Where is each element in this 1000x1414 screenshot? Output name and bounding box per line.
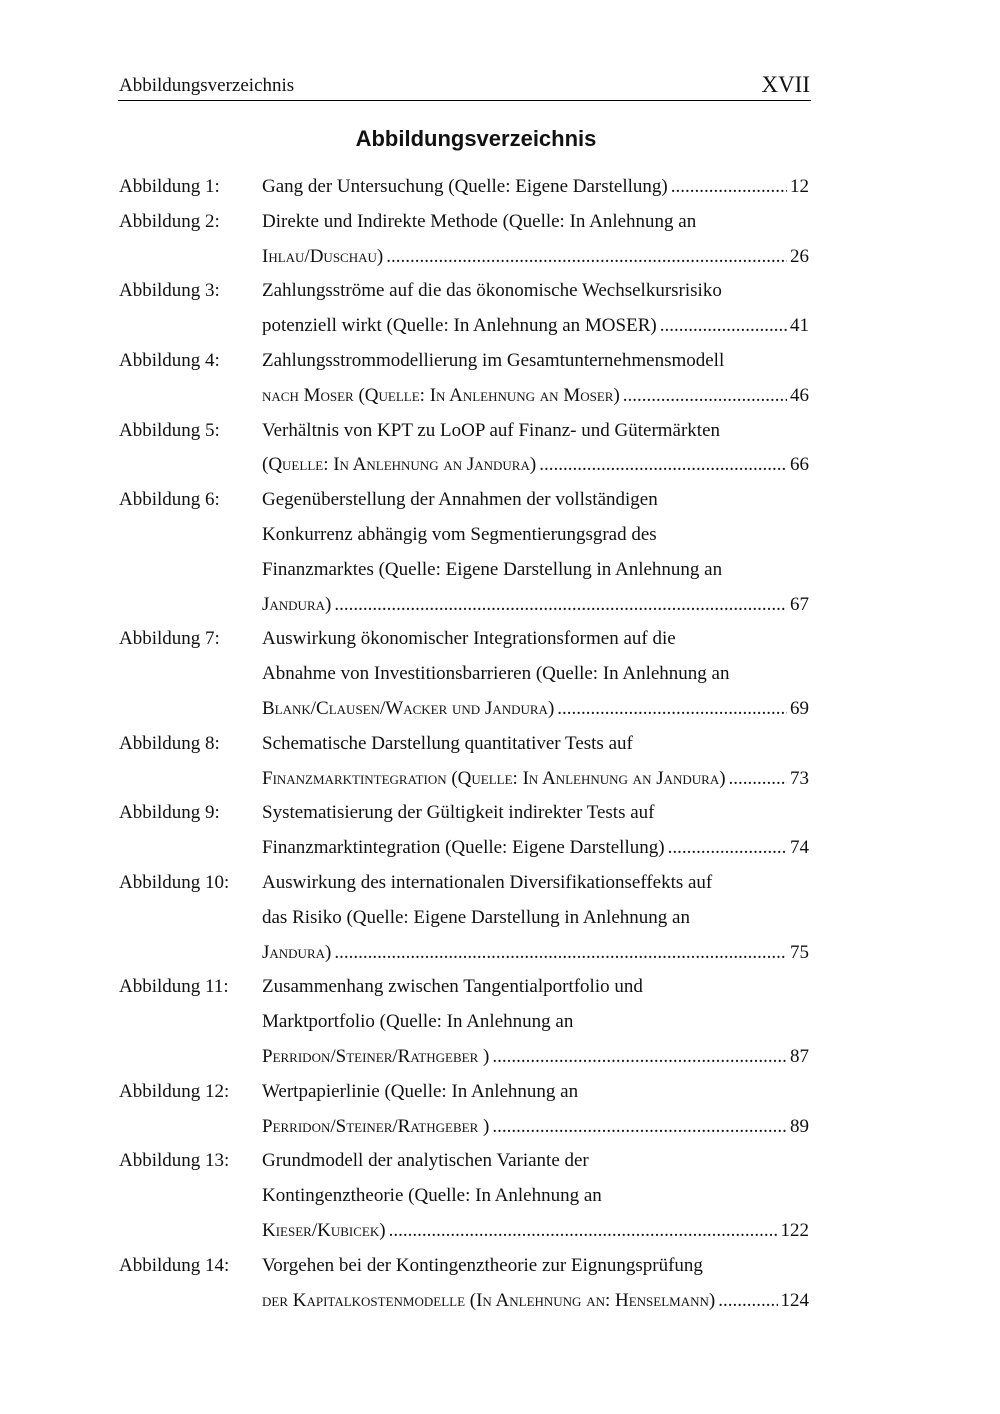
figure-caption-line: (Quelle: In Anlehnung an Jandura)	[262, 454, 537, 476]
figure-caption-line: Finanzmarktintegration (Quelle: In Anlehnung an Jandura)	[262, 767, 726, 789]
figure-caption-line: das Risiko (Quelle: Eigene Darstellung in Anlehnung an	[262, 906, 690, 928]
figure-caption-line: Gegenüberstellung der Annahmen der vollständigen	[262, 489, 658, 511]
figure-page-number: 75	[790, 941, 809, 963]
figure-entry[interactable]	[119, 274, 809, 344]
figure-entry[interactable]	[119, 414, 809, 484]
figure-caption-line: nach Moser (Quelle: In Anlehnung an Moser)	[262, 384, 620, 406]
figure-label: Abbildung 12:	[119, 1080, 230, 1102]
figure-entry[interactable]	[119, 1075, 809, 1145]
figure-label: Abbildung 6:	[119, 489, 220, 511]
figure-page-number: 46	[790, 384, 809, 406]
dot-leader	[334, 588, 787, 623]
figure-caption-line: Kontingenztheorie (Quelle: In Anlehnung an	[262, 1185, 602, 1207]
figure-entry[interactable]	[119, 622, 809, 726]
figure-entry[interactable]	[119, 1249, 809, 1319]
figure-label: Abbildung 3:	[119, 280, 220, 302]
figure-caption-line: Perridon/Steiner/Rathgeber )	[262, 1115, 490, 1137]
figure-entry[interactable]	[119, 866, 809, 970]
figure-entry[interactable]	[119, 483, 809, 622]
figure-caption-line: Systematisierung der Gültigkeit indirekter Tests auf	[262, 802, 655, 824]
figure-list	[119, 170, 809, 1318]
dot-leader	[660, 309, 787, 344]
figure-entry[interactable]	[119, 796, 809, 866]
figure-caption-line: Jandura)	[262, 593, 332, 615]
list-of-figures-title: Abbildungsverzeichnis	[355, 126, 597, 151]
figure-caption-line: Ihlau/Duschau)	[262, 245, 384, 267]
figure-page-number: 89	[790, 1115, 809, 1137]
figure-page-number: 69	[790, 697, 809, 719]
dot-leader	[729, 762, 787, 797]
figure-caption-line: Zahlungsströme auf die das ökonomische Wechselkursrisiko	[262, 280, 722, 302]
figure-entry[interactable]	[119, 344, 809, 414]
figure-page-number: 41	[790, 315, 809, 337]
figure-page-number: 87	[790, 1045, 809, 1067]
dot-leader	[492, 1040, 787, 1075]
figure-label: Abbildung 7:	[119, 628, 220, 650]
dot-leader	[539, 448, 787, 483]
figure-caption-line: Perridon/Steiner/Rathgeber )	[262, 1045, 490, 1067]
figure-label: Abbildung 9:	[119, 802, 220, 824]
dot-leader	[718, 1284, 777, 1319]
figure-page-number: 124	[780, 1289, 809, 1311]
figure-caption-line: Verhältnis von KPT zu LoOP auf Finanz- und Gütermärkten	[262, 419, 721, 441]
figure-page-number: 26	[790, 245, 809, 267]
figure-entry[interactable]	[119, 727, 809, 797]
figure-label: Abbildung 14:	[119, 1254, 230, 1276]
figure-caption-line: Blank/Clausen/Wacker und Jandura)	[262, 697, 555, 719]
figure-page-number: 122	[780, 1219, 809, 1241]
figure-caption-line: potenziell wirkt (Quelle: In Anlehnung an MOSER)	[262, 315, 657, 337]
figure-label: Abbildung 11:	[119, 976, 229, 998]
figure-caption-line: Grundmodell der analytischen Variante der	[262, 1150, 589, 1172]
figure-page-number: 66	[790, 454, 809, 476]
dot-leader	[668, 831, 787, 866]
figure-entry[interactable]	[119, 170, 809, 205]
figure-entry[interactable]	[119, 1144, 809, 1248]
figure-page-number: 67	[790, 593, 809, 615]
figure-caption-line: Auswirkung des internationalen Diversifikationseffekts auf	[262, 871, 713, 893]
figure-caption-line: Finanzmarktes (Quelle: Eigene Darstellung in Anlehnung an	[262, 558, 723, 580]
dot-leader	[623, 379, 787, 414]
page-number: XVII	[761, 72, 810, 97]
figure-entry[interactable]	[119, 970, 809, 1074]
figure-caption-line: Finanzmarktintegration (Quelle: Eigene Darstellung)	[262, 837, 665, 859]
figure-caption-line: Marktportfolio (Quelle: In Anlehnung an	[262, 1011, 574, 1033]
figure-caption-line: Direkte und Indirekte Methode (Quelle: In Anlehnung an	[262, 210, 697, 232]
running-header-title: Abbildungsverzeichnis	[119, 75, 295, 96]
figure-caption-line: Zusammenhang zwischen Tangentialportfolio und	[262, 976, 643, 998]
figure-page-number: 74	[790, 837, 809, 859]
dot-leader	[389, 1214, 778, 1249]
dot-leader	[334, 936, 787, 971]
figure-caption-line: Wertpapierlinie (Quelle: In Anlehnung an	[262, 1080, 579, 1102]
dot-leader	[671, 170, 787, 205]
figure-page-number: 12	[790, 176, 809, 197]
dot-leader	[386, 240, 787, 275]
running-header	[118, 72, 811, 101]
figure-caption-line: Auswirkung ökonomischer Integrationsformen auf die	[262, 628, 676, 650]
dot-leader	[492, 1110, 787, 1145]
figure-caption-line: Vorgehen bei der Kontingenztheorie zur Eignungsprüfung	[262, 1254, 703, 1276]
figure-caption-line: Schematische Darstellung quantitativer Tests auf	[262, 732, 633, 754]
figure-caption-line: der Kapitalkostenmodelle (In Anlehnung an: Henselmann)	[262, 1289, 716, 1311]
figure-label: Abbildung 5:	[119, 419, 220, 441]
figure-caption-line: Gang der Untersuchung (Quelle: Eigene Darstellung)	[262, 176, 668, 197]
figure-caption-line: Konkurrenz abhängig vom Segmentierungsgrad des	[262, 523, 657, 545]
figure-entry[interactable]	[119, 205, 809, 275]
figure-caption-line: Jandura)	[262, 941, 332, 963]
figure-label: Abbildung 13:	[119, 1150, 230, 1172]
figure-page-number: 73	[790, 767, 809, 789]
dot-leader	[557, 692, 787, 727]
figure-caption-line: Abnahme von Investitionsbarrieren (Quelle: In Anlehnung an	[262, 663, 730, 685]
figure-label: Abbildung 2:	[119, 210, 220, 232]
figure-label: Abbildung 8:	[119, 732, 220, 754]
figure-label: Abbildung 4:	[119, 349, 220, 371]
figure-caption-line: Kieser/Kubicek)	[262, 1219, 386, 1241]
figure-label: Abbildung 10:	[119, 871, 230, 893]
figure-label: Abbildung 1:	[119, 176, 220, 197]
figure-caption-line: Zahlungsstrommodellierung im Gesamtunternehmensmodell	[262, 349, 725, 371]
